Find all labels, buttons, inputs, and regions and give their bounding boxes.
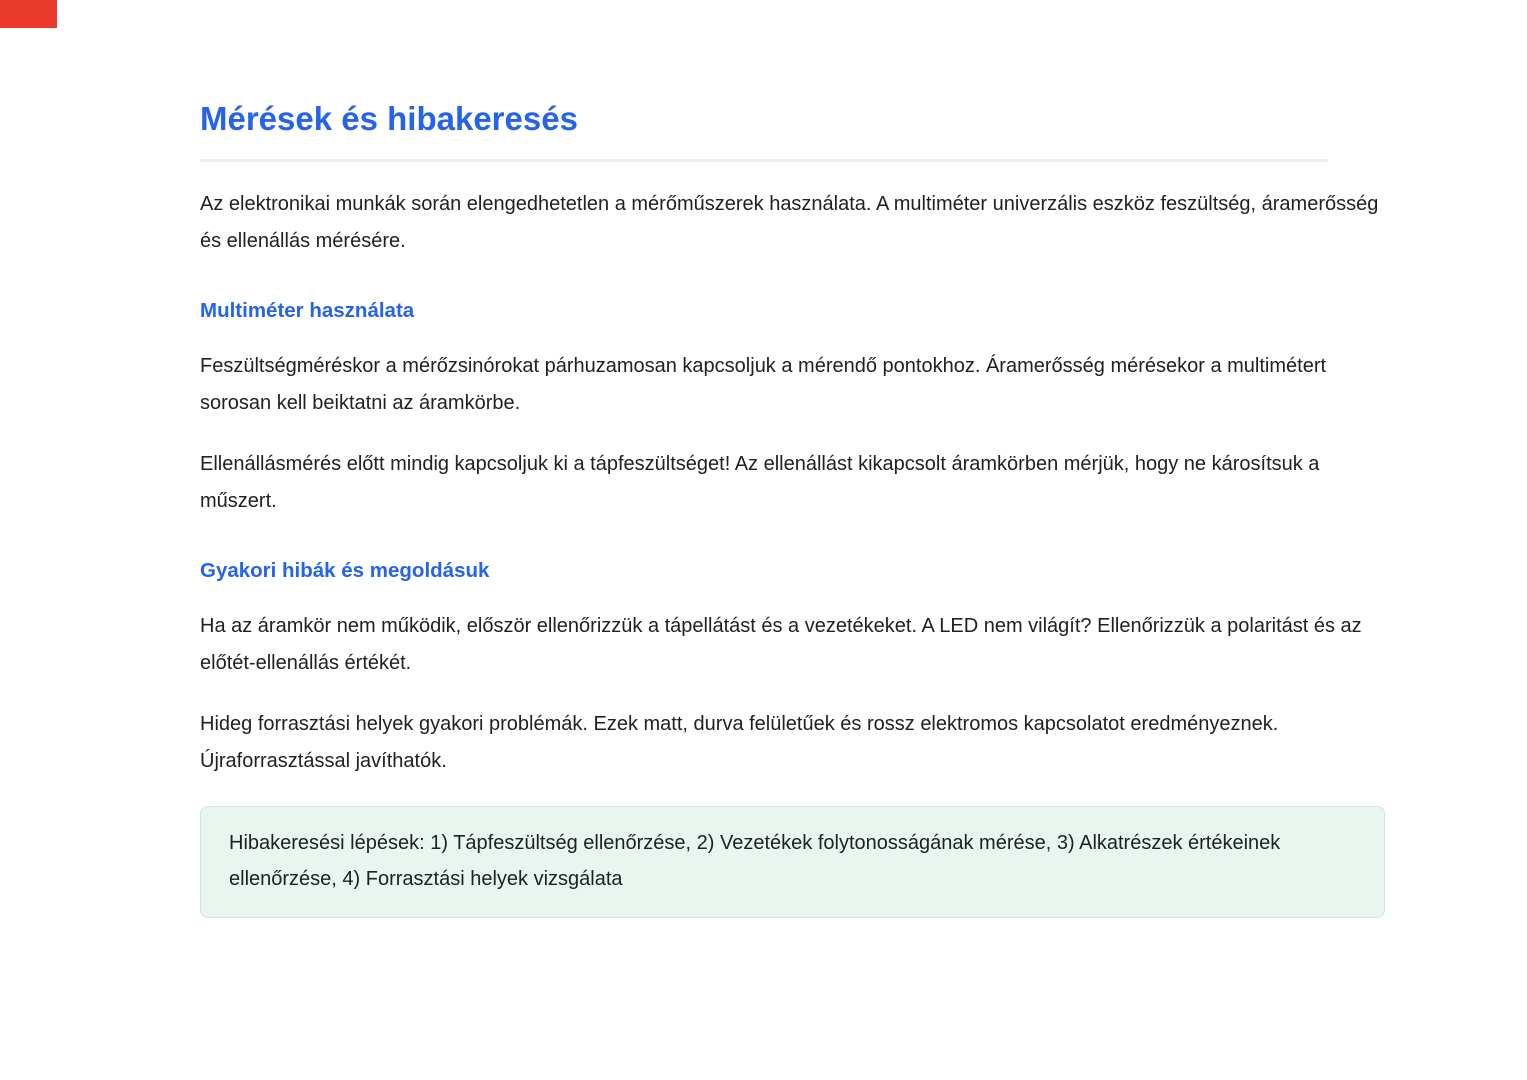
common-errors-paragraph-1: Ha az áramkör nem működik, először ellenőrizzük a tápellátást és a vezetékeket. A LED nem világít? Ellenőrizzük a polaritást és az előtét-ellenállás értékét. [200,615,1362,675]
multimeter-paragraph-1: Feszültségméréskor a mérőzsinórokat párhuzamosan kapcsoljuk a mérendő pontokhoz. Áramerősség mérésekor a multimétert sorosan kell beiktatni az áramkörbe. [200,355,1327,415]
document-page [200,0,1385,918]
title-divider [200,159,1328,162]
page-title: Mérések és hibakeresés [200,100,578,137]
troubleshooting-steps-text: Hibakeresési lépések: 1) Tápfeszültség ellenőrzése, 2) Vezetékek folytonosságának mérése, 3) Alkatrészek értékeinek ellenőrzése, 4) Forrasztási helyek vizsgálata [229,832,1281,891]
intro-paragraph: Az elektronikai munkák során elengedhetetlen a mérőműszerek használata. A multiméter univerzális eszköz feszültség, áramerősség és ellenállás mérésére. [200,193,1379,253]
section-heading-common-errors: Gyakori hibák és megoldásuk [200,559,490,583]
common-errors-paragraph-2: Hideg forrasztási helyek gyakori problémák. Ezek matt, durva felületűek és rossz elektromos kapcsolatot eredményeznek. Újraforrasztással javíthatók. [200,713,1279,773]
section-heading-multimeter-usage: Multiméter használata [200,299,415,323]
red-corner-marker [0,0,57,28]
multimeter-paragraph-2: Ellenállásmérés előtt mindig kapcsoljuk ki a tápfeszültséget! Az ellenállást kikapcsolt áramkörben mérjük, hogy ne károsítsuk a műszert. [200,453,1320,513]
troubleshooting-steps-callout [200,806,1385,918]
